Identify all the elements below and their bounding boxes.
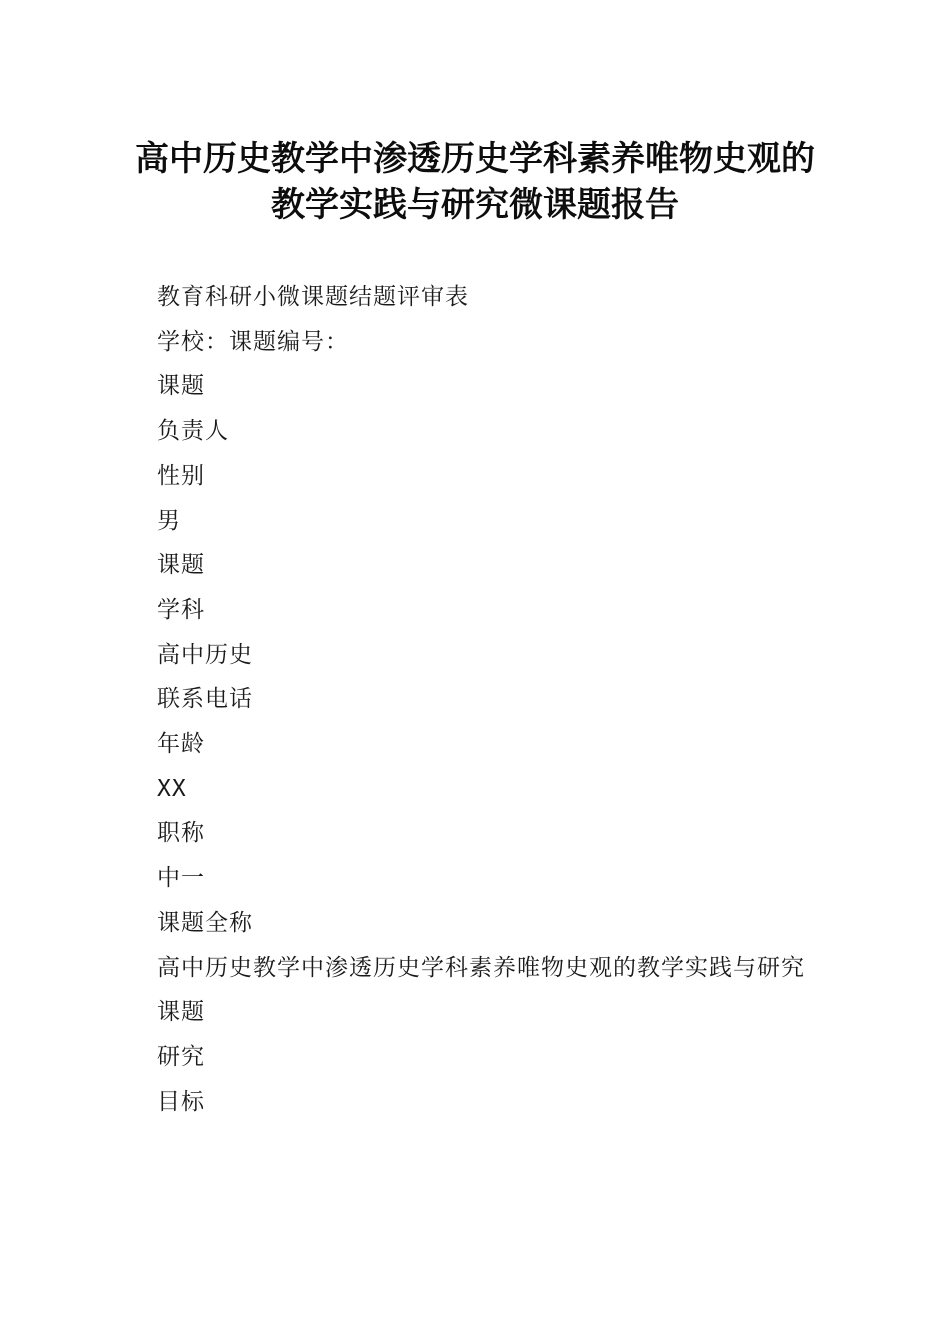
field-label-leader: 负责人 — [157, 418, 229, 445]
form-heading: 教育科研小微课题结题评审表 — [157, 284, 469, 310]
field-label-subject: 学科 — [157, 596, 205, 623]
field-label-project-3: 课题 — [157, 999, 205, 1026]
field-label-research: 研究 — [157, 1043, 205, 1070]
field-value-title: 中一 — [157, 865, 205, 892]
field-label-age: 年龄 — [157, 731, 205, 758]
field-label-full-name: 课题全称 — [157, 909, 253, 936]
title-line-1: 高中历史教学中渗透历史学科素养唯物史观的 — [135, 139, 815, 179]
field-label-title: 职称 — [157, 820, 205, 847]
document-title — [100, 136, 850, 228]
field-label-gender: 性别 — [157, 462, 205, 489]
field-label-project-2: 课题 — [157, 552, 205, 579]
document-body — [120, 275, 830, 1124]
field-label-goal: 目标 — [157, 1088, 205, 1115]
school-and-project-number: 学校：课题编号： — [157, 328, 349, 355]
field-value-gender: 男 — [157, 507, 181, 534]
field-value-full-name: 高中历史教学中渗透历史学科素养唯物史观的教学实践与研究 — [157, 954, 805, 981]
title-line-2: 教学实践与研究微课题报告 — [271, 185, 679, 225]
field-value-subject: 高中历史 — [157, 641, 253, 668]
field-label-project: 课题 — [157, 373, 205, 400]
field-label-phone: 联系电话 — [157, 686, 253, 713]
field-value-age: XX — [157, 775, 187, 802]
